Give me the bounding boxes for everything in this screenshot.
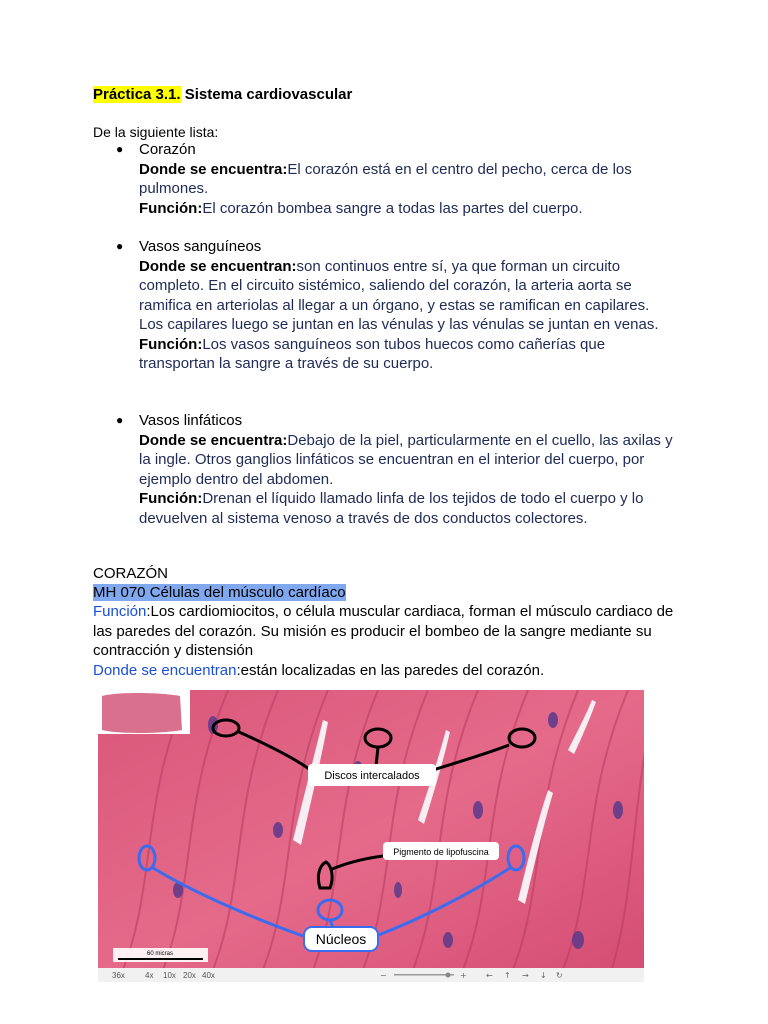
list-item-corazon [116, 140, 676, 218]
where-label: Donde se encuentra: [139, 160, 288, 178]
section-function-label: Función [93, 603, 147, 620]
section-where [93, 661, 683, 681]
section-heading: CORAZÓN [93, 565, 168, 582]
zoom-level-10x[interactable]: 10x [163, 971, 176, 980]
item-where [139, 160, 676, 199]
title-label: Práctica 3.1. [93, 86, 181, 103]
thumbnail-tissue [102, 693, 182, 733]
arrow-left-icon[interactable]: ← [486, 971, 493, 980]
item-title: Vasos linfáticos [139, 412, 243, 429]
where-text: son continuos entre sí, ya que forman un circuito completo. En el circuito sistémico, saliendo del corazón, la arteria aorta se ramifica en arteriolas al llegar a un órgano, y estas se ramifican en capilares. Los capilares luego se juntan en las vénulas y las vénulas se juntan en venas. [139, 257, 659, 333]
function-label: Función: [139, 335, 203, 353]
item-title: Corazón [139, 141, 196, 158]
zoom-slider-track[interactable] [394, 974, 454, 976]
section-where-text: :están localizadas en las paredes del corazón. [236, 662, 545, 679]
rotate-icon[interactable]: ↻ [556, 971, 563, 980]
zoom-level-40x[interactable]: 40x [202, 971, 215, 980]
item-title: Vasos sanguíneos [139, 238, 262, 255]
item-where [139, 257, 676, 335]
section-subheading [93, 583, 683, 603]
scale-bar-label: 60 micras [146, 951, 174, 957]
list-item-vasos-sanguineos [116, 237, 676, 374]
zoom-slider-handle[interactable] [446, 973, 451, 978]
bullet-icon: ● [116, 239, 124, 253]
nuclei-label: Núcleos [315, 931, 367, 947]
function-text: El corazón bombea sangre a todas las partes del cuerpo. [202, 199, 583, 217]
function-text: Drenan el líquido llamado linfa de los tejidos de todo el cuerpo y lo devuelven al sistema venoso a través de dos conductos colectores. [139, 490, 644, 527]
microscopy-figure [98, 690, 644, 982]
function-label: Función: [139, 490, 203, 507]
pigment-label: Pigmento de lipofuscina [393, 847, 489, 857]
arrow-down-icon[interactable]: ↓ [540, 971, 547, 980]
function-label: Función: [139, 199, 203, 217]
bullet-icon: ● [116, 142, 124, 156]
where-label: Donde se encuentran: [139, 257, 297, 275]
where-text: Debajo de la piel, particularmente en el cuello, las axilas y la ingle. Otros ganglios linfáticos se encuentran en el interior del cuerpo, por ejemplo dentro del abdomen. [139, 431, 673, 488]
tissue-image [98, 690, 644, 982]
where-label: Donde se encuentra: [139, 431, 288, 449]
section-function [93, 602, 683, 661]
subheading-highlight: MH 070 Células del músculo cardíaco [93, 584, 346, 601]
scale-bar-line [118, 958, 203, 960]
zoom-current: 36x [112, 971, 125, 980]
function-text: Los vasos sanguíneos son tubos huecos como cañerías que transportan la sangre a través de su cuerpo. [139, 335, 606, 372]
section-where-label: Donde se encuentran [93, 662, 237, 679]
item-function [139, 489, 676, 528]
arrow-up-icon[interactable]: ↑ [504, 971, 511, 980]
intro-text: De la siguiente lista: [93, 124, 219, 140]
item-where [139, 431, 676, 490]
zoom-out-icon[interactable]: − [380, 971, 387, 980]
list-item-vasos-linfaticos [116, 411, 676, 528]
page-title [93, 86, 352, 103]
arrow-right-icon[interactable]: → [522, 971, 529, 980]
section-function-text: :Los cardiomiocitos, o célula muscular cardiaca, forman el músculo cardiaco de las paredes del corazón. Su misión es producir el bombeo de la sangre mediante su contracción y distensión [93, 603, 674, 659]
item-function [139, 335, 676, 374]
discs-label: Discos intercalados [324, 770, 420, 782]
item-function [139, 199, 676, 219]
bullet-icon: ● [116, 413, 124, 427]
where-text: El corazón está en el centro del pecho, cerca de los pulmones. [139, 160, 632, 197]
title-text: Sistema cardiovascular [184, 86, 353, 103]
zoom-level-20x[interactable]: 20x [183, 971, 196, 980]
zoom-in-icon[interactable]: + [460, 971, 467, 980]
zoom-level-4x[interactable]: 4x [145, 971, 154, 980]
